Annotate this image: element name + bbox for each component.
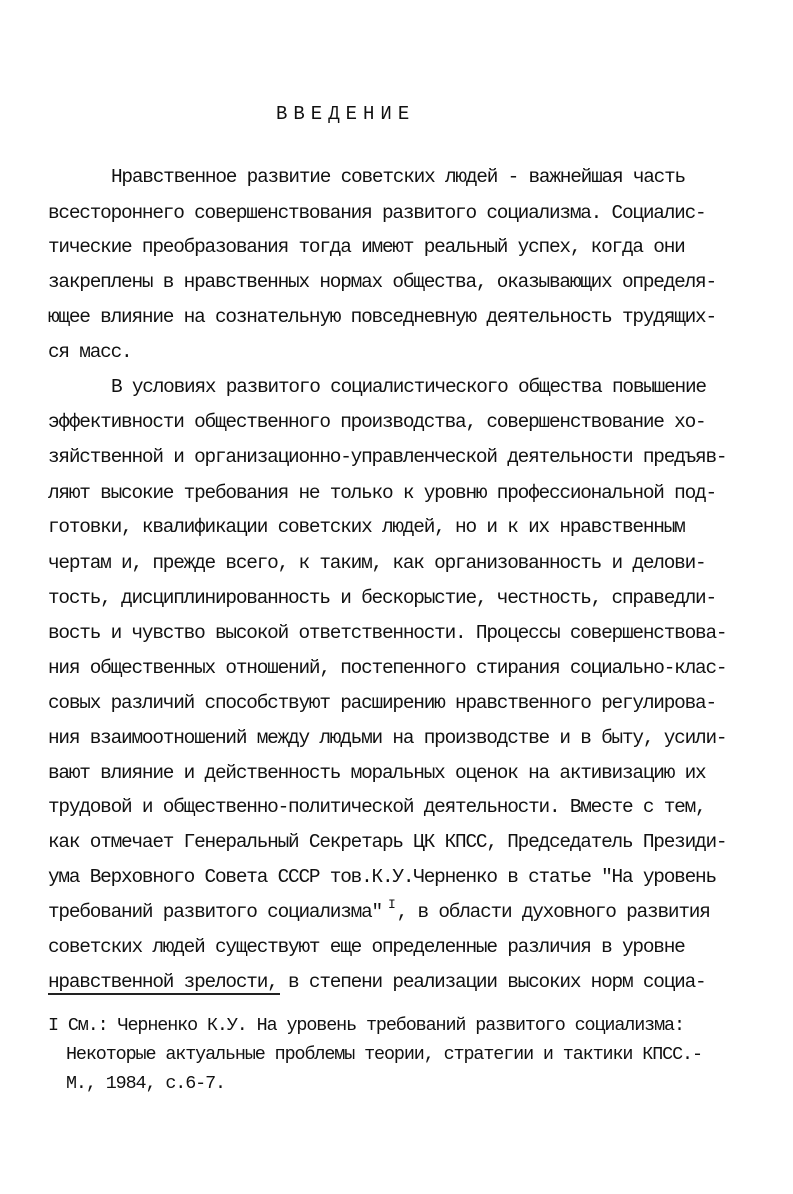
footnote-ref-marker[interactable]: I xyxy=(387,897,395,912)
text-line: трудовой и общественно-политической деятельности. Вместе с тем, xyxy=(48,796,706,818)
text-line: чертам и, прежде всего, к таким, как организованность и делови- xyxy=(48,552,706,574)
footnote-line: I См.: Черненко К.У. На уровень требований развитого социализма: xyxy=(48,1015,684,1036)
text-line: всестороннего совершенствования развитого социализма. Социалис- xyxy=(48,202,706,224)
text-line: закреплены в нравственных нормах общества, оказывающих определя- xyxy=(48,271,716,293)
text-line: совых различий способствуют расширению нравственного регулирова- xyxy=(48,692,716,714)
text-line: В условиях развитого социалистического общества повышение xyxy=(111,376,706,398)
text-line: вают влияние и действенность моральных оценок на активизацию их xyxy=(48,762,706,784)
text-segment: требований развитого социализма" xyxy=(48,901,382,923)
text-line: эффективности общественного производства, совершенствование хо- xyxy=(48,411,706,433)
text-line: вость и чувство высокой ответственности. Процессы совершенствова- xyxy=(48,622,727,644)
text-line: как отмечает Генеральный Секретарь ЦК КПСС, Председатель Президи- xyxy=(48,831,727,853)
text-line: ющее влияние на сознательную повседневную деятельность трудящих- xyxy=(48,306,716,328)
page-title: ВВЕДЕНИЕ xyxy=(276,103,416,125)
text-line: тические преобразования тогда имеют реальный успех, когда они xyxy=(48,236,685,258)
text-line: ся масс. xyxy=(48,341,132,363)
text-line: зяйственной и организационно-управленческой деятельности предъяв- xyxy=(48,446,727,468)
text-line-with-footnote-ref xyxy=(48,897,710,926)
text-line: ния общественных отношений, постепенного стирания социально-клас- xyxy=(48,657,727,679)
footnote-line: М., 1984, с.6-7. xyxy=(66,1073,225,1094)
text-line: ния взаимоотношений между людьми на производстве и в быту, усили- xyxy=(48,727,727,749)
text-line: готовки, квалификации советских людей, но и к их нравственным xyxy=(48,516,685,538)
text-segment: , в области духовного развития xyxy=(396,901,710,923)
text-line: Нравственное развитие советских людей - важнейшая часть xyxy=(111,166,685,188)
footnote-separator xyxy=(48,993,280,995)
text-line: ляют высокие требования не только к уровню профессиональной под- xyxy=(48,482,716,504)
text-line: советских людей существуют еще определенные различия в уровне xyxy=(48,936,685,958)
text-line: нравственной зрелости, в степени реализации высоких норм социа- xyxy=(48,971,706,993)
text-line: тость, дисциплинированность и бескорыстие, честность, справедли- xyxy=(48,587,716,609)
footnote-line: Некоторые актуальные проблемы теории, стратегии и тактики КПСС.- xyxy=(66,1044,702,1065)
text-line: ума Верховного Совета СССР тов.К.У.Черненко в статье "На уровень xyxy=(48,866,716,888)
